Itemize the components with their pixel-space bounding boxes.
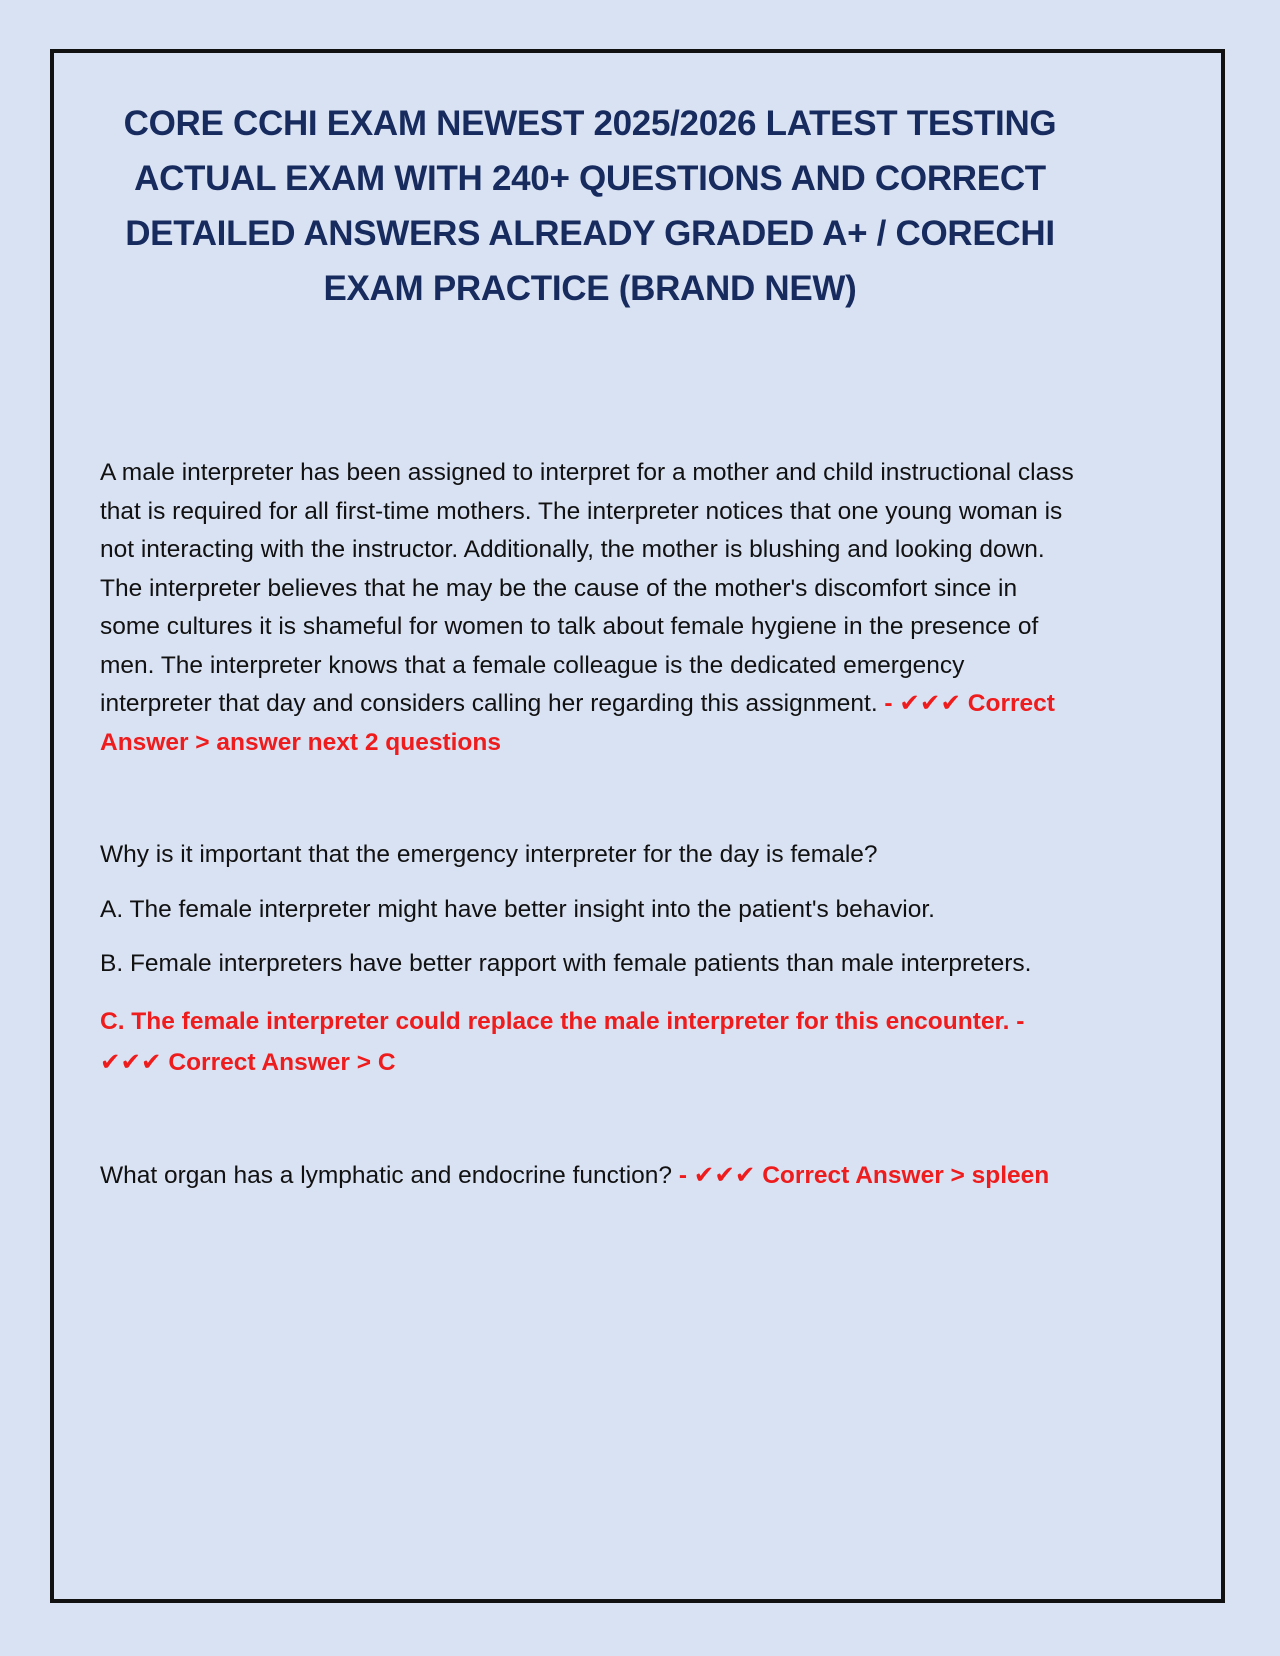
question-3-text: What organ has a lymphatic and endocrine function? — [100, 1161, 673, 1189]
document-content — [100, 96, 1080, 1195]
question-1 — [100, 454, 1080, 762]
option-a: A. The female interpreter might have better insight into the patient's behavior. — [100, 895, 935, 923]
question-1-answer: - ✔✔✔ Correct Answer > answer next 2 questions — [100, 690, 1055, 756]
question-3 — [100, 1157, 1080, 1196]
option-b: B. Female interpreters have better rapport with female patients than male interpreters. — [100, 950, 1032, 977]
document-title: CORE CCHI EXAM NEWEST 2025/2026 LATEST TESTING ACTUAL EXAM WITH 240+ QUESTIONS AND CORRECT DETAILED ANSWERS ALREADY GRADED A+ / CORECHI EXAM PRACTICE (BRAND NEW) — [123, 104, 1057, 308]
question-3-answer: - ✔✔✔ Correct Answer > spleen — [672, 1161, 1050, 1189]
question-2 — [100, 836, 1080, 875]
question-2-text: Why is it important that the emergency interpreter for the day is female? — [100, 841, 878, 868]
option-c-correct-answer: C. The female interpreter could replace the male interpreter for this encounter. - ✔✔✔ Correct Answer > C — [100, 1007, 1025, 1076]
question-1-text: A male interpreter has been assigned to interpret for a mother and child instructional class that is required for all first-time mothers. The interpreter notices that one young woman is not interacting with the instructor. Additionally, the mother is blushing and looking down. The interpreter believes that he may be the cause of the mother's discomfort since in some cultures it is shameful for women to talk about female hygiene in the presence of men. The interpreter knows that a female colleague is the dedicated emergency interpreter that day and considers calling her regarding this assignment. — [100, 459, 1074, 717]
